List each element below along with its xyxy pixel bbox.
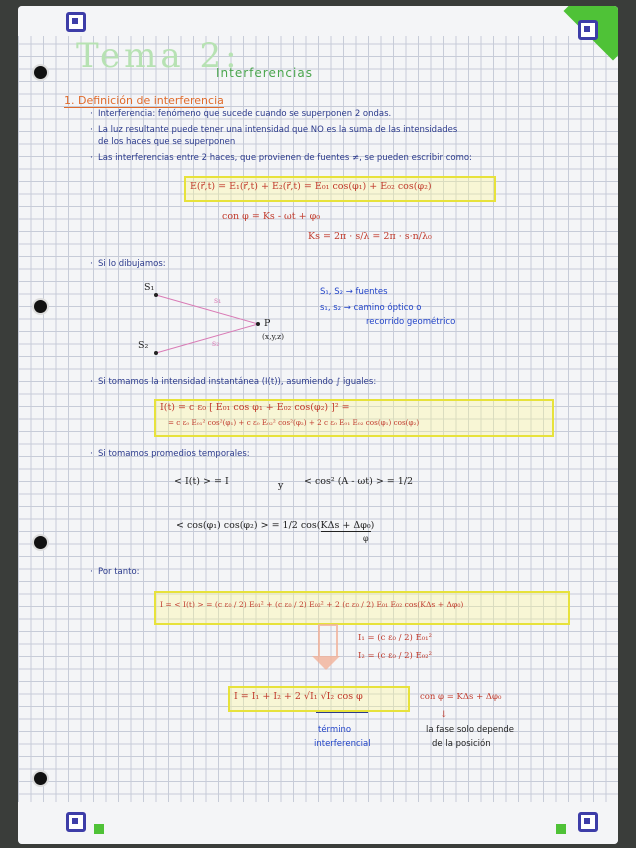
- notebook-logo-icon: [66, 12, 86, 32]
- binder-hole: [32, 64, 49, 81]
- topic-title: Interferencias: [216, 66, 313, 80]
- mean-cos-product-denominator: φ: [363, 534, 369, 543]
- source-s2-dot: [154, 351, 158, 355]
- bullet-text: Las interferencias entre 2 haces, que provienen de fuentes ≠, se pueden escribir como:: [98, 153, 472, 163]
- bullet-dot: ·: [90, 567, 93, 577]
- page-header-band: [18, 6, 618, 36]
- page-footer-band: [18, 802, 618, 844]
- legend-path-2: recorrido geométrico: [366, 317, 456, 327]
- mean-cos-product-eq: < cos(φ₁) cos(φ₂) > = 1/2 cos(KΔs + Δφ₀): [176, 520, 375, 531]
- source-s2-label: S₂: [138, 340, 149, 351]
- mean-intensity-eq: < I(t) > = I: [174, 476, 229, 487]
- averages-intro: Si tomamos promedios temporales:: [98, 449, 250, 459]
- result-intro: Por tanto:: [98, 567, 140, 577]
- notebook-logo-icon: [66, 812, 86, 832]
- bullet-dot: ·: [90, 259, 93, 269]
- path-s2: [156, 324, 258, 353]
- conjunction: y: [278, 480, 284, 491]
- mean-cos-squared-eq: < cos² (A - ωt) > = 1/2: [304, 476, 414, 487]
- bullet-dot: ·: [90, 449, 93, 459]
- interference-diagram: [138, 281, 298, 361]
- binder-hole: [32, 298, 49, 315]
- intensity-i1-def: I₁ = (c ε₀ / 2) E₀₁²: [358, 633, 433, 643]
- term-underline: [316, 712, 368, 713]
- path-s1-label: s₁: [214, 296, 222, 305]
- bullet-dot: ·: [90, 125, 93, 135]
- path-s1: [156, 295, 258, 324]
- source-s1-dot: [154, 293, 158, 297]
- intensity-formula-line1: I(t) = c ε₀ [ E₀₁ cos φ₁ + E₀₂ cos(φ₂) ]² =: [160, 402, 350, 413]
- intensity-intro: Si tomamos la intensidad instantánea (I(t)), asumiendo ∫ iguales:: [98, 377, 377, 387]
- topic-number: Tema 2:: [76, 36, 241, 76]
- bullet-text: de los haces que se superponen: [98, 137, 236, 147]
- path-s2-label: s₂: [212, 339, 220, 348]
- intensity-i2-def: I₂ = (c ε₀ / 2) E₀₂²: [358, 651, 433, 661]
- mean-intensity-formula: I = < I(t) > = (c ε₀ / 2) E₀₁² + (c ε₀ / 2) E₀₂² + 2 (c ε₀ / 2) E₀₁ E₀₂ cos(KΔs + Δφ₀): [160, 600, 464, 609]
- notebook-logo-icon: [578, 812, 598, 832]
- intensity-formula-line2: = c ε₀ E₀₁² cos²(φ₁) + c ε₀ E₀₂² cos²(φ₂) + 2 c ε₀ E₀₁ E₀₂ cos(φ₁) cos(φ₂): [168, 418, 420, 427]
- binder-hole: [32, 770, 49, 787]
- green-square-icon: [94, 824, 104, 834]
- point-p-coords: (x,y,z): [262, 332, 285, 341]
- binder-hole: [32, 534, 49, 551]
- source-s1-label: S₁: [144, 282, 155, 293]
- arrow-down-icon: [318, 624, 338, 656]
- notebook-page: [18, 6, 618, 844]
- bullet-dot: ·: [90, 109, 93, 119]
- point-p-label: P: [264, 318, 271, 329]
- term-label-2: interferencial: [314, 739, 371, 749]
- term-label-1: término: [318, 725, 352, 735]
- section-heading: 1. Definición de interferencia: [64, 94, 224, 107]
- wave-sum-formula: E(r⃗,t) = E₁(r⃗,t) + E₂(r⃗,t) = E₀₁ cos(φ₁) + E₀₂ cos(φ₂): [190, 181, 432, 192]
- legend-sources: S₁, S₂ → fuentes: [320, 287, 388, 297]
- drawing-intro: Si lo dibujamos:: [98, 259, 166, 269]
- bullet-dot: ·: [90, 377, 93, 387]
- phase-definition: con φ = Ks - ωt + φ₀: [222, 211, 321, 222]
- phase-arrow-icon: ↓: [440, 710, 448, 720]
- bullet-text: La luz resultante puede tener una intensidad que NO es la suma de las intensidades: [98, 125, 458, 135]
- final-intensity-formula: I = I₁ + I₂ + 2 √I₁ √I₂ cos φ: [234, 691, 363, 702]
- phase-label-2: de la posición: [432, 739, 491, 749]
- phase-difference-def: con φ = KΔs + Δφ₀: [420, 692, 502, 702]
- wavenumber-definition: Ks = 2π · s/λ = 2π · s·n/λ₀: [308, 231, 432, 242]
- bullet-dot: ·: [90, 153, 93, 163]
- bullet-text: Interferencia: fenómeno que sucede cuando se superponen 2 ondas.: [98, 109, 392, 119]
- point-p-dot: [256, 322, 260, 326]
- legend-path-1: s₁, s₂ → camino óptico o: [320, 303, 422, 313]
- notebook-logo-icon: [578, 20, 598, 40]
- green-square-icon: [556, 824, 566, 834]
- phase-label-1: la fase solo depende: [426, 725, 514, 735]
